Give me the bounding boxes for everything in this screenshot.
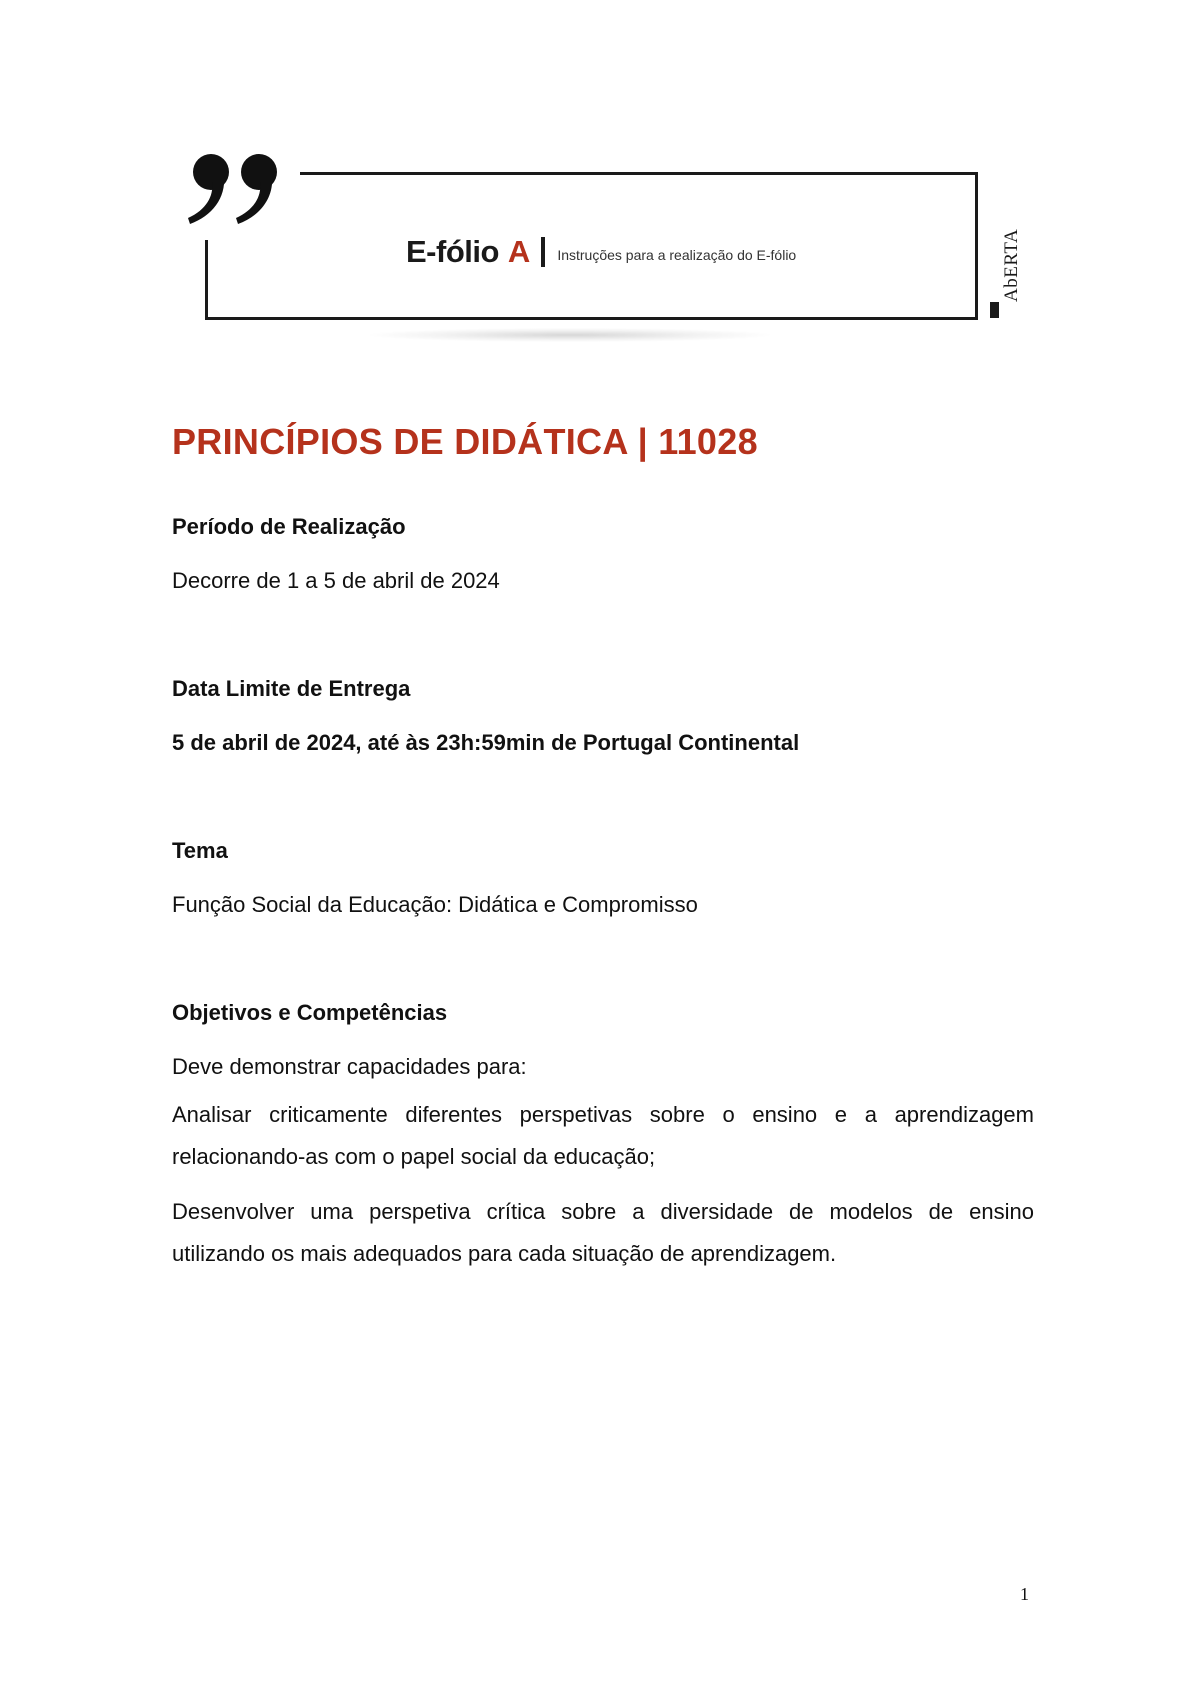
efolio-letter: A (507, 234, 531, 269)
logo-mark (990, 302, 999, 318)
banner-frame-top (300, 172, 978, 175)
objetivo-item: Analisar criticamente diferentes perspetivas sobre o ensino e a aprendizagem relacionando-as com o papel social da educação; (172, 1102, 1034, 1169)
banner-title (406, 232, 796, 272)
banner-subtitle: Instruções para a realização do E-fólio (557, 246, 797, 263)
banner-frame-left (205, 240, 208, 320)
data-limite-heading: Data Limite de Entrega (172, 676, 411, 701)
title-separator (541, 237, 545, 267)
tema-text: Função Social da Educação: Didática e Compromisso (172, 892, 698, 917)
closing-quote-icon (186, 150, 286, 230)
banner-shadow (370, 328, 770, 342)
header-banner (0, 0, 1200, 360)
document-content (172, 420, 1034, 1266)
banner-frame-right (975, 172, 978, 320)
objetivos-intro: Deve demonstrar capacidades para: (172, 1054, 527, 1079)
periodo-heading: Período de Realização (172, 514, 406, 539)
objetivo-item: Desenvolver uma perspetiva crítica sobre a diversidade de modelos de ensino utilizando os mais adequados para cada situação de aprendizagem. (172, 1199, 1034, 1266)
data-limite-text: 5 de abril de 2024, até às 23h:59min de Portugal Continental (172, 730, 800, 755)
banner-frame-bottom (205, 317, 978, 320)
page-number: 1 (1020, 1584, 1029, 1604)
efolio-label: E-fólio (406, 234, 499, 269)
objetivos-heading: Objetivos e Competências (172, 1000, 448, 1025)
tema-heading: Tema (172, 838, 228, 863)
periodo-text: Decorre de 1 a 5 de abril de 2024 (172, 568, 500, 593)
university-logo (988, 218, 1022, 318)
course-title: PRINCÍPIOS DE DIDÁTICA | 11028 (172, 421, 758, 462)
logo-text: AbERTA (1001, 228, 1022, 302)
